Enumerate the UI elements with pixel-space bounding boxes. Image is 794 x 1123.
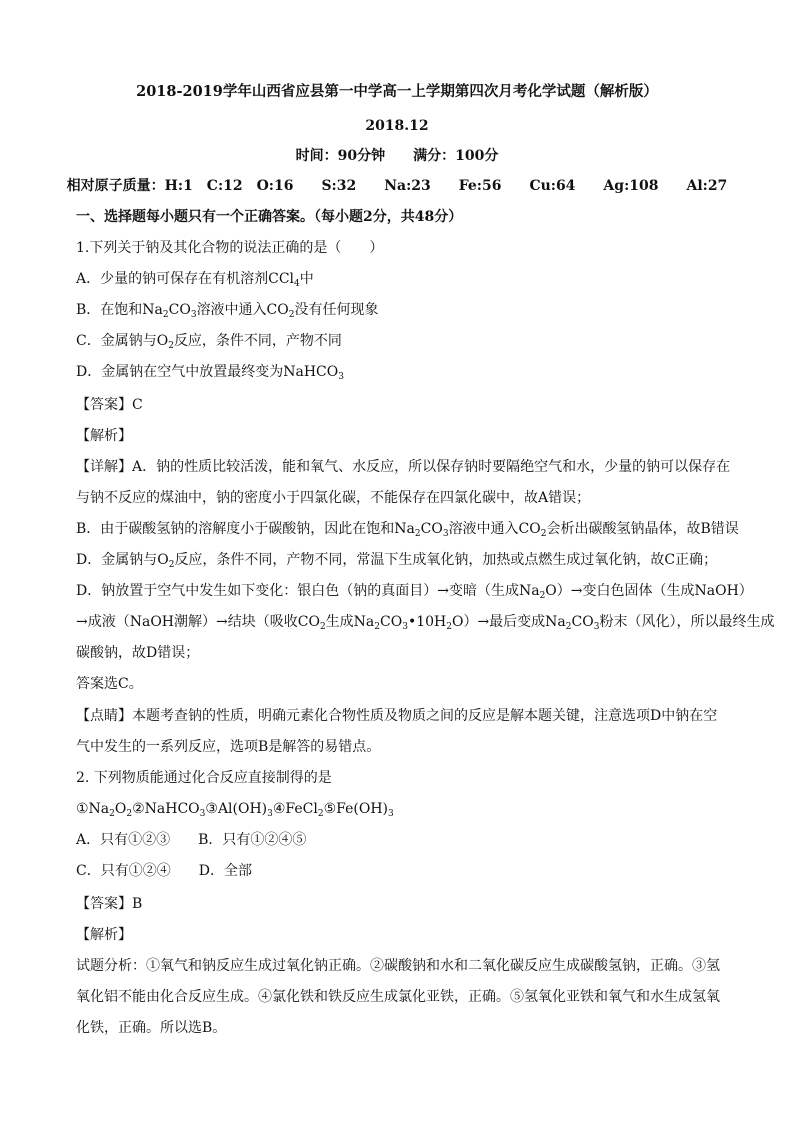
document-date: 2018.12 [365,118,429,134]
q1-tip-line-2: 气中发生的一系列反应，选项B是解答的易错点。 [76,739,381,755]
q1-detail-line-5: D．钠放置于空气中发生如下变化：银白色（钠的真面目）→变暗（生成$Na_2O)\to$变白色固体（生成NaOH） [76,583,753,601]
q2-options-ab [76,830,306,850]
q1-detail-line-7: 碳酸钠，故D错误； [76,645,200,661]
q1-option-a: A．少量的钠可保存在有机溶剂CCl$_4$中 [76,271,314,289]
document-title: 2018-2019学年山西省应县第一中学高一上学期第四次月考化学试题（解析版） [136,83,658,100]
q1-option-d: D．金属钠在空气中放置最终变为NaHCO$_3$ [76,364,344,382]
q2-analysis-line-2: 氧化铝不能由化合反应生成。④氯化铁和铁反应生成氯化亚铁，正确。⑤氢氧化亚铁和氧气和水生成氢氧 [76,989,720,1005]
q1-detail-line-2: 与钠不反应的煤油中，钠的密度小于四氯化碳，不能保存在四氯化碳中，故A错误； [76,490,591,506]
q1-detail-line-4: D．金属钠与$O_2$反应，条件不同，产物不同，常温下生成氧化钠，加热或点燃生成过氧化钠，故C正确； [76,552,718,570]
q2-stem: 2. 下列物质能通过化合反应直接制得的是 [76,770,332,786]
section-heading: 一、选择题每小题只有一个正确答案。（每小题2分，共48分） [76,209,463,225]
q2-option-d: D．全部 [198,863,252,879]
q2-option-c: C．只有①②④ [76,863,171,879]
atomic-masses-line: 相对原子质量：H:1 C:12 O:16 S:32 Na:23 Fe:56 Cu:64 Ag:108 Al:27 [66,178,728,194]
q2-answer: 【答案】B [76,896,143,912]
q1-answer: 【答案】C [76,397,143,413]
q2-items: $①Na_2O_2②NaHCO_3③Al(OH)_3④FeCl_2⑤Fe(OH)_3$ [76,801,394,819]
q1-choose: 答案选C。 [76,676,143,692]
q1-detail-line-3: B．由于碳酸氢钠的溶解度小于碳酸钠，因此在饱和$Na_2CO_3$溶液中通入$CO_2$会析出碳酸氢钠晶体，故B错误 [76,521,739,539]
q1-detail-line-6: →成液（NaOH潮解）→结块（吸收$CO_2$生成$Na_2CO_3•10H_2O)\to$最后变成$Na_2CO_3$粉末（风化），所以最终生成 [76,614,775,632]
q1-tip-line-1: 【点睛】本题考查钠的性质，明确元素化合物性质及物质之间的反应是解本题关键，注意选项D中钠在空 [76,708,718,724]
q2-analysis-label: 【解析】 [76,927,132,943]
time-score-line: 时间：90分钟 满分：100分 [295,148,499,164]
q1-detail-line-1: 【详解】A．钠的性质比较活泼，能和氧气、水反应，所以保存钠时要隔绝空气和水，少量的钠可以保存在 [76,459,731,475]
q2-analysis-line-1: 试题分析：①氧气和钠反应生成过氧化钠正确。②碳酸钠和水和二氧化碳反应生成碳酸氢钠，正确。③氢 [76,958,720,974]
q2-option-b: B．只有①②④⑤ [198,832,307,848]
q2-analysis-line-3: 化铁，正确。所以选B。 [76,1020,227,1036]
q1-stem: 1.下列关于钠及其化合物的说法正确的是（ ） [76,240,384,256]
q1-option-c: C．金属钠与$O_2$反应，条件不同，产物不同 [76,333,342,351]
q1-option-b: B．在饱和$Na_2CO_3$溶液中通入$CO_2$没有任何现象 [76,302,379,320]
q2-option-a: A．只有①②③ [76,832,171,848]
q2-options-cd [76,861,252,881]
q1-analysis-label: 【解析】 [76,428,132,444]
